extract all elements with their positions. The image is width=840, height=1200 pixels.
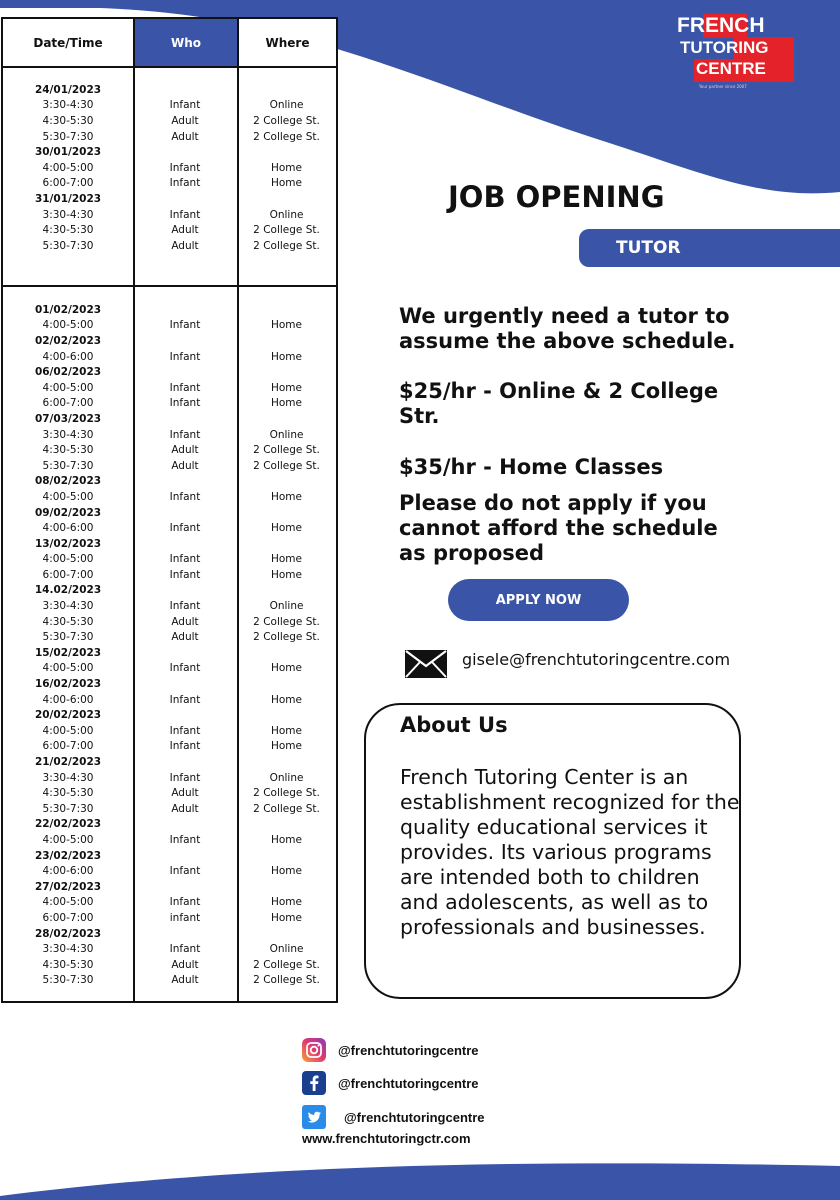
date-row bbox=[3, 707, 336, 723]
date-row bbox=[3, 926, 336, 942]
twitter-handle: @frenchtutoringcentre bbox=[344, 1109, 485, 1125]
time-slot: 5:30-7:30 bbox=[42, 974, 94, 987]
session-row bbox=[3, 98, 336, 114]
date-row bbox=[3, 474, 336, 490]
where-value: Online bbox=[269, 943, 304, 956]
time-slot: 6:00-7:00 bbox=[42, 911, 94, 924]
who-value: Adult bbox=[171, 958, 199, 971]
time-slot: 4:30-5:30 bbox=[42, 787, 94, 800]
who-value: Adult bbox=[171, 615, 199, 628]
time-slot: 3:30-4:30 bbox=[42, 208, 94, 221]
who-value: Infant bbox=[169, 522, 201, 535]
session-row bbox=[3, 567, 336, 583]
session-row bbox=[3, 895, 336, 911]
date-label: 06/02/2023 bbox=[34, 366, 102, 379]
date-label: 28/02/2023 bbox=[34, 927, 102, 940]
where-value: Home bbox=[270, 911, 302, 924]
who-value: Infant bbox=[169, 319, 201, 332]
twitter-row[interactable] bbox=[302, 1104, 622, 1130]
session-row bbox=[3, 489, 336, 505]
who-value: Adult bbox=[171, 459, 199, 472]
time-slot: 5:30-7:30 bbox=[42, 239, 94, 252]
where-value: 2 College St. bbox=[253, 130, 320, 143]
who-value: Infant bbox=[169, 740, 201, 753]
who-value: Adult bbox=[171, 224, 199, 237]
session-row bbox=[3, 661, 336, 677]
session-row bbox=[3, 770, 336, 786]
session-row bbox=[3, 863, 336, 879]
who-value: Adult bbox=[171, 130, 199, 143]
date-label: 13/02/2023 bbox=[34, 537, 102, 550]
time-slot: 3:30-4:30 bbox=[42, 428, 94, 441]
facebook-row[interactable] bbox=[302, 1070, 622, 1096]
session-row bbox=[3, 176, 336, 192]
who-value: Infant bbox=[169, 177, 201, 190]
date-row bbox=[3, 583, 336, 599]
who-value: Infant bbox=[169, 428, 201, 441]
where-value: Home bbox=[270, 490, 302, 503]
date-label: 21/02/2023 bbox=[34, 756, 102, 769]
where-value: Home bbox=[270, 724, 302, 737]
brand-logo bbox=[672, 14, 798, 89]
instagram-icon bbox=[302, 1038, 326, 1062]
where-value: Online bbox=[269, 600, 304, 613]
date-row bbox=[3, 191, 336, 207]
logo-line-centre: CENTRE bbox=[696, 59, 766, 78]
session-row bbox=[3, 832, 336, 848]
where-value: Home bbox=[270, 693, 302, 706]
date-label: 07/03/2023 bbox=[34, 412, 102, 425]
session-row bbox=[3, 739, 336, 755]
who-value: Infant bbox=[169, 490, 201, 503]
time-slot: 4:00-5:00 bbox=[42, 319, 94, 332]
time-slot: 3:30-4:30 bbox=[42, 943, 94, 956]
who-value: Infant bbox=[169, 724, 201, 737]
time-slot: 5:30-7:30 bbox=[42, 802, 94, 815]
who-value: Adult bbox=[171, 787, 199, 800]
session-row bbox=[3, 973, 336, 989]
time-slot: 4:30-5:30 bbox=[42, 444, 94, 457]
session-row bbox=[3, 520, 336, 536]
header-where: Where bbox=[265, 36, 310, 50]
time-slot: 4:00-6:00 bbox=[42, 865, 94, 878]
where-value: 2 College St. bbox=[253, 787, 320, 800]
about-text: French Tutoring Center is an establishment recognized for the quality educational services it provides. Its various programs are intended both to children and adolescents, as well as to professionals and businesses. bbox=[400, 765, 740, 939]
date-label: 31/01/2023 bbox=[34, 192, 102, 205]
where-value: Home bbox=[270, 381, 302, 394]
where-value: Home bbox=[270, 896, 302, 909]
date-row bbox=[3, 82, 336, 98]
session-row bbox=[3, 629, 336, 645]
time-slot: 3:30-4:30 bbox=[42, 600, 94, 613]
contact-email-link[interactable]: gisele@frenchtutoringcentre.com bbox=[462, 650, 731, 669]
who-value: Infant bbox=[169, 568, 201, 581]
time-slot: 6:00-7:00 bbox=[42, 740, 94, 753]
header-who: Who bbox=[135, 19, 237, 67]
date-row bbox=[3, 505, 336, 521]
where-value: Home bbox=[270, 833, 302, 846]
session-row bbox=[3, 222, 336, 238]
who-value: Infant bbox=[169, 865, 201, 878]
date-row bbox=[3, 848, 336, 864]
time-slot: 4:00-5:00 bbox=[42, 490, 94, 503]
where-value: 2 College St. bbox=[253, 974, 320, 987]
session-row bbox=[3, 238, 336, 254]
time-slot: 4:30-5:30 bbox=[42, 224, 94, 237]
session-row bbox=[3, 801, 336, 817]
where-value: 2 College St. bbox=[253, 958, 320, 971]
date-row bbox=[3, 817, 336, 833]
where-value: 2 College St. bbox=[253, 631, 320, 644]
date-row bbox=[3, 364, 336, 380]
date-row bbox=[3, 879, 336, 895]
about-heading: About Us bbox=[400, 713, 508, 737]
who-value: Infant bbox=[169, 896, 201, 909]
who-value: Adult bbox=[171, 444, 199, 457]
where-value: Home bbox=[270, 740, 302, 753]
about-us-box bbox=[364, 703, 741, 999]
session-row bbox=[3, 723, 336, 739]
time-slot: 4:00-5:00 bbox=[42, 662, 94, 675]
who-value: Infant bbox=[169, 600, 201, 613]
date-row bbox=[3, 754, 336, 770]
where-value: Home bbox=[270, 319, 302, 332]
where-value: Home bbox=[270, 397, 302, 410]
facebook-handle: @frenchtutoringcentre bbox=[338, 1075, 479, 1091]
apply-now-button[interactable]: APPLY NOW bbox=[448, 579, 629, 621]
schedule-block-february bbox=[3, 302, 336, 988]
who-value: Infant bbox=[169, 943, 201, 956]
date-row bbox=[3, 411, 336, 427]
time-slot: 4:00-5:00 bbox=[42, 553, 94, 566]
time-slot: 4:00-6:00 bbox=[42, 350, 94, 363]
who-value: Infant bbox=[169, 553, 201, 566]
date-label: 27/02/2023 bbox=[34, 880, 102, 893]
time-slot: 3:30-4:30 bbox=[42, 771, 94, 784]
where-value: Home bbox=[270, 522, 302, 535]
session-row bbox=[3, 129, 336, 145]
time-slot: 4:00-6:00 bbox=[42, 693, 94, 706]
where-value: 2 College St. bbox=[253, 224, 320, 237]
who-value: Adult bbox=[171, 631, 199, 644]
who-value: Infant bbox=[169, 771, 201, 784]
rate-home-text: $35/hr - Home Classes bbox=[399, 455, 664, 479]
session-row bbox=[3, 552, 336, 568]
website-link[interactable]: www.frenchtutoringctr.com bbox=[302, 1131, 471, 1146]
where-value: Home bbox=[270, 662, 302, 675]
date-row bbox=[3, 144, 336, 160]
where-value: Home bbox=[270, 865, 302, 878]
warning-text: Please do not apply if you cannot afford the schedule as proposed bbox=[399, 491, 718, 565]
time-slot: 4:00-5:00 bbox=[42, 381, 94, 394]
time-slot: 4:00-6:00 bbox=[42, 522, 94, 535]
logo-line-french: FRENCH bbox=[677, 14, 765, 37]
date-label: 15/02/2023 bbox=[34, 646, 102, 659]
where-value: 2 College St. bbox=[253, 615, 320, 628]
who-value: Adult bbox=[171, 802, 199, 815]
rate-online-text: $25/hr - Online & 2 College Str. bbox=[399, 379, 719, 428]
row-divider bbox=[3, 285, 336, 287]
time-slot: 5:30-7:30 bbox=[42, 631, 94, 644]
role-badge: TUTOR bbox=[579, 229, 840, 267]
where-value: Home bbox=[270, 553, 302, 566]
session-row bbox=[3, 785, 336, 801]
time-slot: 4:00-5:00 bbox=[42, 896, 94, 909]
where-value: Online bbox=[269, 208, 304, 221]
session-row bbox=[3, 614, 336, 630]
time-slot: 4:00-5:00 bbox=[42, 833, 94, 846]
date-label: 30/01/2023 bbox=[34, 146, 102, 159]
who-value: infant bbox=[169, 911, 201, 924]
urgent-need-text: We urgently need a tutor to assume the above schedule. bbox=[399, 304, 736, 353]
session-row bbox=[3, 692, 336, 708]
where-value: Online bbox=[269, 771, 304, 784]
row-divider bbox=[3, 66, 336, 68]
where-value: Home bbox=[270, 568, 302, 581]
date-label: 09/02/2023 bbox=[34, 506, 102, 519]
time-slot: 6:00-7:00 bbox=[42, 177, 94, 190]
envelope-icon bbox=[404, 649, 448, 679]
who-value: Infant bbox=[169, 208, 201, 221]
date-row bbox=[3, 676, 336, 692]
date-row bbox=[3, 333, 336, 349]
session-row bbox=[3, 442, 336, 458]
date-row bbox=[3, 645, 336, 661]
session-row bbox=[3, 957, 336, 973]
date-label: 24/01/2023 bbox=[34, 83, 102, 96]
time-slot: 4:00-5:00 bbox=[42, 161, 94, 174]
date-label: 20/02/2023 bbox=[34, 709, 102, 722]
date-label: 01/02/2023 bbox=[34, 303, 102, 316]
session-row bbox=[3, 207, 336, 223]
time-slot: 5:30-7:30 bbox=[42, 130, 94, 143]
session-row bbox=[3, 113, 336, 129]
instagram-row[interactable] bbox=[302, 1037, 622, 1063]
twitter-icon bbox=[302, 1105, 326, 1129]
time-slot: 5:30-7:30 bbox=[42, 459, 94, 472]
logo-line-tutoring: TUTORING bbox=[680, 38, 769, 57]
who-value: Infant bbox=[169, 161, 201, 174]
date-label: 16/02/2023 bbox=[34, 678, 102, 691]
schedule-table bbox=[1, 17, 338, 1003]
session-row bbox=[3, 396, 336, 412]
instagram-handle: @frenchtutoringcentre bbox=[338, 1042, 479, 1058]
date-row bbox=[3, 536, 336, 552]
time-slot: 4:30-5:30 bbox=[42, 615, 94, 628]
date-label: 08/02/2023 bbox=[34, 475, 102, 488]
who-value: Infant bbox=[169, 833, 201, 846]
time-slot: 4:30-5:30 bbox=[42, 114, 94, 127]
session-row bbox=[3, 380, 336, 396]
session-row bbox=[3, 941, 336, 957]
time-slot: 6:00-7:00 bbox=[42, 568, 94, 581]
time-slot: 6:00-7:00 bbox=[42, 397, 94, 410]
session-row bbox=[3, 458, 336, 474]
session-row bbox=[3, 598, 336, 614]
who-value: Adult bbox=[171, 239, 199, 252]
where-value: 2 College St. bbox=[253, 802, 320, 815]
where-value: 2 College St. bbox=[253, 459, 320, 472]
who-value: Infant bbox=[169, 99, 201, 112]
where-value: Home bbox=[270, 350, 302, 363]
session-row bbox=[3, 160, 336, 176]
session-row bbox=[3, 349, 336, 365]
session-row bbox=[3, 910, 336, 926]
where-value: Online bbox=[269, 99, 304, 112]
job-opening-title: JOB OPENING bbox=[448, 180, 665, 214]
who-value: Infant bbox=[169, 662, 201, 675]
time-slot: 3:30-4:30 bbox=[42, 99, 94, 112]
who-value: Infant bbox=[169, 350, 201, 363]
who-value: Infant bbox=[169, 397, 201, 410]
where-value: 2 College St. bbox=[253, 444, 320, 457]
facebook-icon bbox=[302, 1071, 326, 1095]
date-label: 23/02/2023 bbox=[34, 849, 102, 862]
time-slot: 4:30-5:30 bbox=[42, 958, 94, 971]
who-value: Infant bbox=[169, 693, 201, 706]
where-value: 2 College St. bbox=[253, 114, 320, 127]
who-value: Adult bbox=[171, 974, 199, 987]
where-value: 2 College St. bbox=[253, 239, 320, 252]
date-label: 02/02/2023 bbox=[34, 334, 102, 347]
who-value: Adult bbox=[171, 114, 199, 127]
header-date-time: Date/Time bbox=[33, 36, 103, 50]
time-slot: 4:00-5:00 bbox=[42, 724, 94, 737]
date-row bbox=[3, 302, 336, 318]
date-label: 14.02/2023 bbox=[34, 584, 102, 597]
where-value: Home bbox=[270, 177, 302, 190]
schedule-block-january bbox=[3, 82, 336, 254]
session-row bbox=[3, 318, 336, 334]
who-value: Infant bbox=[169, 381, 201, 394]
logo-tagline: Your partner since 2007 bbox=[699, 84, 747, 89]
session-row bbox=[3, 427, 336, 443]
where-value: Online bbox=[269, 428, 304, 441]
date-label: 22/02/2023 bbox=[34, 818, 102, 831]
where-value: Home bbox=[270, 161, 302, 174]
